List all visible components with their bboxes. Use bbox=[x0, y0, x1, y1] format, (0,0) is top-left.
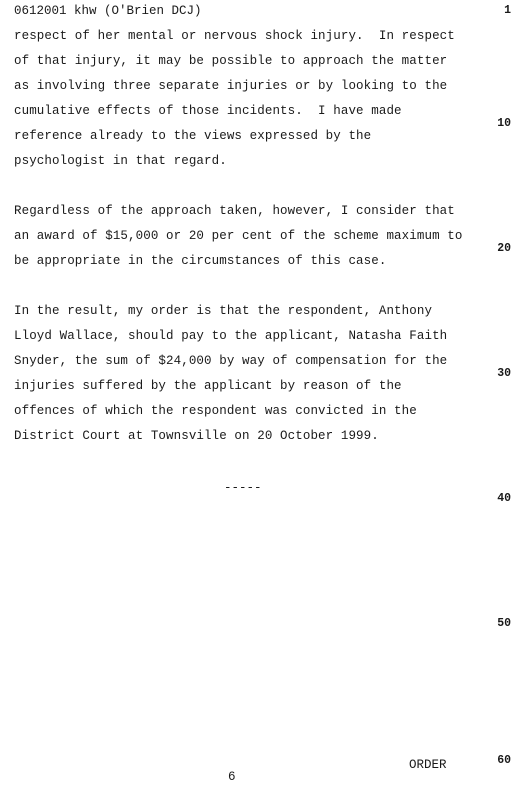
text-line: psychologist in that regard. bbox=[14, 154, 227, 168]
text-line: District Court at Townsville on 20 October 1999. bbox=[14, 429, 379, 443]
text-line: of that injury, it may be possible to approach the matter bbox=[14, 54, 448, 68]
text-line: be appropriate in the circumstances of this case. bbox=[14, 254, 387, 268]
text-line: an award of $15,000 or 20 per cent of the scheme maximum to bbox=[14, 229, 463, 243]
line-number: 20 bbox=[497, 242, 511, 255]
document-header: 0612001 khw (O'Brien DCJ) bbox=[14, 4, 202, 18]
text-line: Lloyd Wallace, should pay to the applicant, Natasha Faith bbox=[14, 329, 448, 343]
text-line: reference already to the views expressed by the bbox=[14, 129, 372, 143]
line-number: 60 bbox=[497, 754, 511, 767]
line-number: 1 bbox=[504, 4, 511, 17]
line-number: 30 bbox=[497, 367, 511, 380]
footer-order-label: ORDER bbox=[409, 758, 447, 772]
line-number: 50 bbox=[497, 617, 511, 630]
text-line: cumulative effects of those incidents. I have made bbox=[14, 104, 402, 118]
text-line: offences of which the respondent was convicted in the bbox=[14, 404, 417, 418]
page-number: 6 bbox=[228, 770, 236, 784]
text-line: Snyder, the sum of $24,000 by way of compensation for the bbox=[14, 354, 448, 368]
text-line: injuries suffered by the applicant by reason of the bbox=[14, 379, 402, 393]
text-line: In the result, my order is that the respondent, Anthony bbox=[14, 304, 433, 318]
line-number: 40 bbox=[497, 492, 511, 505]
line-number: 10 bbox=[497, 117, 511, 130]
end-separator: ----- bbox=[224, 481, 262, 495]
text-line: Regardless of the approach taken, however, I consider that bbox=[14, 204, 455, 218]
text-line: respect of her mental or nervous shock injury. In respect bbox=[14, 29, 455, 43]
text-line: as involving three separate injuries or by looking to the bbox=[14, 79, 448, 93]
